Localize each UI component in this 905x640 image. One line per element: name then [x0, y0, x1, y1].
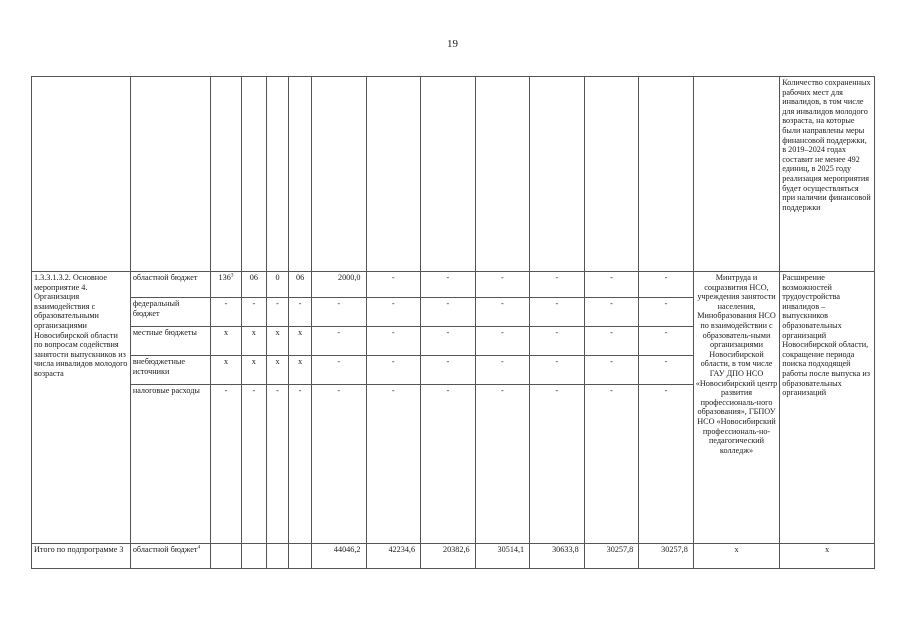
- total-value: 44046,2: [311, 544, 366, 569]
- page-number: 19: [447, 38, 458, 50]
- value-cell: -: [366, 272, 421, 298]
- total-source-cell: [130, 544, 210, 569]
- value-cell: -: [311, 298, 366, 327]
- value-cell: -: [530, 298, 585, 327]
- total-value: 30257,8: [584, 544, 639, 569]
- value-cell: -: [639, 327, 694, 356]
- activity-name: 1.3.3.1.3.2. Основное мероприятие 4. Организация взаимодействия с образовательными организациями Новосибирской области по вопросам содействия занятости выпускников из числа инвалидов молодого возраста: [32, 272, 131, 544]
- cell-empty: [32, 77, 131, 272]
- value-cell: -: [475, 272, 530, 298]
- value-cell: -: [311, 356, 366, 385]
- value-cell: -: [475, 327, 530, 356]
- code-cell: -: [241, 298, 266, 327]
- value-cell: -: [311, 327, 366, 356]
- footnote-mark: 3: [230, 272, 234, 279]
- value-cell: -: [530, 327, 585, 356]
- source-cell: федеральный бюджет: [130, 298, 210, 327]
- footnote-mark: 4: [197, 544, 201, 551]
- value-cell: -: [639, 385, 694, 544]
- code-cell: х: [289, 356, 312, 385]
- value-cell: -: [475, 385, 530, 544]
- cell-empty: [241, 77, 266, 272]
- code-cell: х: [266, 356, 289, 385]
- source-cell: местные бюджеты: [130, 327, 210, 356]
- code-cell: -: [211, 385, 242, 544]
- total-value: 30633,8: [530, 544, 585, 569]
- table-row-continuation: [32, 77, 875, 272]
- table-row: [32, 272, 875, 298]
- value-cell: -: [421, 327, 476, 356]
- cell-empty: [130, 77, 210, 272]
- cell-empty: [639, 77, 694, 272]
- cell-empty: [266, 77, 289, 272]
- cell-empty: [241, 544, 266, 569]
- code-value: 136: [218, 273, 231, 282]
- value-cell: -: [639, 272, 694, 298]
- total-value: 30514,1: [475, 544, 530, 569]
- value-cell: -: [584, 356, 639, 385]
- program-table: [31, 76, 875, 569]
- cell-empty: [693, 77, 779, 272]
- table-row-total: [32, 544, 875, 569]
- cell-empty: [289, 544, 312, 569]
- total-value: 20382,6: [421, 544, 476, 569]
- cell-empty: [211, 77, 242, 272]
- code-cell: -: [289, 385, 312, 544]
- code-cell: х: [241, 356, 266, 385]
- cell-empty: [584, 77, 639, 272]
- indicator-text: Количество сохраненных рабочих мест для инвалидов, в том числе для инвалидов молодого возраста, на которые были направлены меры финансовой поддержки, в 2019–2024 годах составит не менее 492 единиц, в 2025 году реализация мероприятия будет осуществляться при наличии финансовой поддержки: [780, 77, 875, 272]
- cell-empty: [211, 544, 242, 569]
- code-cell: х: [289, 327, 312, 356]
- value-cell: -: [421, 272, 476, 298]
- total-label: Итого по подпрограмме 3: [32, 544, 131, 569]
- code-cell: -: [289, 298, 312, 327]
- value-cell: -: [366, 356, 421, 385]
- total-source: областной бюджет: [132, 545, 198, 554]
- source-cell: областной бюджет: [130, 272, 210, 298]
- value-cell: -: [311, 385, 366, 544]
- value-cell: -: [584, 272, 639, 298]
- value-cell: -: [639, 356, 694, 385]
- value-cell: -: [584, 327, 639, 356]
- cell-empty: [311, 77, 366, 272]
- value-cell: -: [530, 272, 585, 298]
- code-cell: х: [241, 327, 266, 356]
- value-cell: -: [366, 298, 421, 327]
- executor-text: Минтруда и соцразвития НСО, учреждения занятости населения, Минобразования НСО по взаимодействии с образователь-ными организациями Новосибирской области, в том числе ГАУ ДПО НСО «Новосибирский центр развития профессиональ-ного образования», ГБПОУ НСО «Новосибирский профессиональ-но-педагогический колледж»: [693, 272, 779, 544]
- code-cell: 0: [266, 272, 289, 298]
- cell-empty: [421, 77, 476, 272]
- code-cell: х: [266, 327, 289, 356]
- value-cell: -: [421, 298, 476, 327]
- result-text: Расширение возможностей трудоустройства инвалидов – выпускников образовательных организаций Новосибирской области, сокращение периода поиска подходящей работы после выпуска из образовательных организаций: [780, 272, 875, 544]
- cell-empty: [266, 544, 289, 569]
- total-value: 42234,6: [366, 544, 421, 569]
- code-cell: х: [211, 356, 242, 385]
- code-cell: [211, 272, 242, 298]
- value-cell: -: [639, 298, 694, 327]
- total-executor: х: [693, 544, 779, 569]
- source-cell: внебюджетные источники: [130, 356, 210, 385]
- source-cell: налоговые расходы: [130, 385, 210, 544]
- code-cell: -: [211, 298, 242, 327]
- code-cell: -: [266, 298, 289, 327]
- value-cell: -: [366, 327, 421, 356]
- code-cell: 06: [241, 272, 266, 298]
- value-cell: -: [421, 356, 476, 385]
- value-cell: -: [530, 356, 585, 385]
- cell-empty: [475, 77, 530, 272]
- code-cell: х: [211, 327, 242, 356]
- cell-empty: [289, 77, 312, 272]
- cell-empty: [366, 77, 421, 272]
- code-cell: 06: [289, 272, 312, 298]
- total-value: 30257,8: [639, 544, 694, 569]
- code-cell: -: [266, 385, 289, 544]
- value-cell: -: [584, 298, 639, 327]
- value-cell: -: [584, 385, 639, 544]
- value-cell: -: [530, 385, 585, 544]
- cell-empty: [530, 77, 585, 272]
- value-cell: -: [475, 356, 530, 385]
- value-cell: -: [475, 298, 530, 327]
- value-cell: -: [421, 385, 476, 544]
- value-cell: 2000,0: [311, 272, 366, 298]
- code-cell: -: [241, 385, 266, 544]
- total-result: х: [780, 544, 875, 569]
- value-cell: -: [366, 385, 421, 544]
